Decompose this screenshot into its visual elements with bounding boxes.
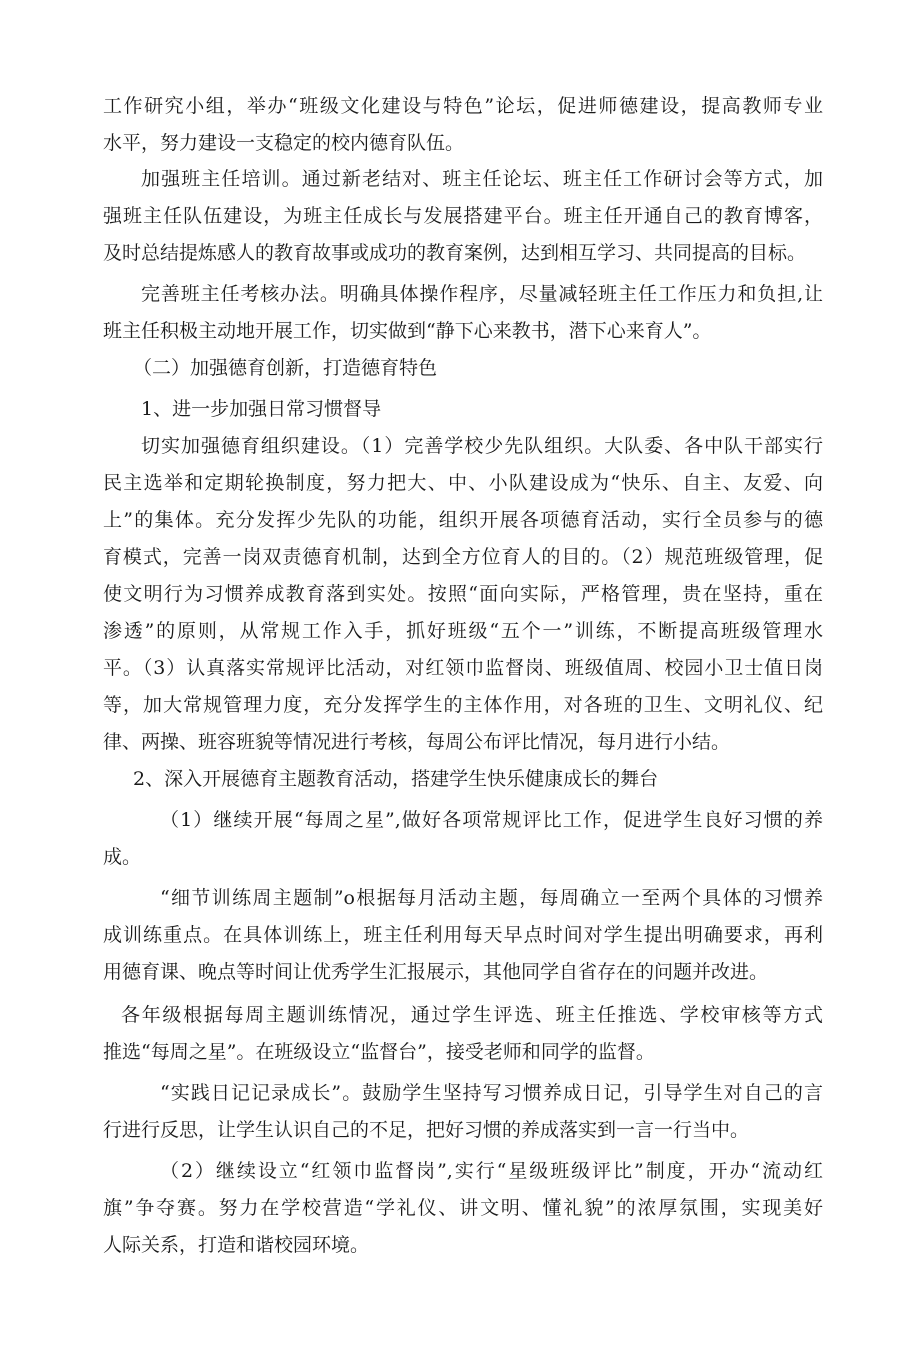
text-line: 民主选举和定期轮换制度，努力把大、中、小队建设成为“快乐、自主、友爱、向 xyxy=(103,472,823,494)
paragraph-3-first-line xyxy=(141,276,823,313)
paragraph-8-first-line xyxy=(160,1075,823,1112)
text-line: 加强班主任培训。通过新老结对、班主任论坛、班主任工作研讨会等方式，加 xyxy=(141,168,823,190)
paragraph-7-first-line xyxy=(121,997,823,1034)
text-line: 旗”争夺赛。努力在学校营造“学礼仪、讲文明、懂礼貌”的浓厚氛围，实现美好 xyxy=(103,1197,823,1219)
text-line: （2）继续设立“红领巾监督岗”,实行“星级班级评比”制度，开办“流动红 xyxy=(160,1160,823,1182)
text-line: 成训练重点。在具体训练上，班主任利用每天早点时间对学生提出明确要求，再利 xyxy=(103,924,823,946)
section-heading: （二）加强德育创新，打造德育特色 xyxy=(133,357,438,379)
subsection-heading: 2、深入开展德育主题教育活动，搭建学生快乐健康成长的舞台 xyxy=(133,768,659,790)
text-line: 班主任积极主动地开展工作，切实做到“静下心来教书，潜下心来育人”。 xyxy=(103,320,712,342)
text-line: 上”的集体。充分发挥少先队的功能，组织开展各项德育活动，实行全员参与的德 xyxy=(103,509,823,531)
text-line: 工作研究小组，举办“班级文化建设与特色”论坛，促进师德建设，提高教师专业 xyxy=(103,95,823,117)
text-line: “实践日记记录成长”。鼓励学生坚持写习惯养成日记，引导学生对自己的言 xyxy=(160,1082,823,1104)
paragraph-1 xyxy=(103,88,823,162)
subsection-heading-2 xyxy=(133,761,823,798)
subsection-heading: 1、进一步加强日常习惯督导 xyxy=(141,398,382,420)
text-line: 人际关系，打造和谐校园环境。 xyxy=(103,1234,370,1256)
paragraph-7-rest xyxy=(103,1034,823,1071)
text-line: 律、两操、班容班貌等情况进行考核，每周公布评比情况，每月进行小结。 xyxy=(103,731,731,753)
text-line: 等，加大常规管理力度，充分发挥学生的主体作用，对各班的卫生、文明礼仪、纪 xyxy=(103,694,823,716)
text-line: 推选“每周之星”。在班级设立“监督台”，接受老师和同学的监督。 xyxy=(103,1041,655,1063)
text-line: “细节训练周主题制”o根据每月活动主题，每周确立一至两个具体的习惯养 xyxy=(160,887,823,909)
text-line: 行进行反思，让学生认识自己的不足，把好习惯的养成落实到一言一行当中。 xyxy=(103,1119,750,1141)
text-line: 成。 xyxy=(103,846,142,868)
text-line: 使文明行为习惯养成教育落到实处。按照“面向实际，严格管理，贵在坚持，重在 xyxy=(103,583,823,605)
paragraph-6-rest xyxy=(103,917,823,991)
paragraph-8-rest xyxy=(103,1112,823,1149)
paragraph-9-rest xyxy=(103,1190,823,1264)
text-line: （1）继续开展“每周之星”,做好各项常规评比工作，促进学生良好习惯的养 xyxy=(160,809,823,831)
paragraph-2-rest xyxy=(103,198,823,272)
text-line: 及时总结提炼感人的教育故事或成功的教育案例，达到相互学习、共同提高的目标。 xyxy=(103,242,807,264)
paragraph-5-rest xyxy=(103,839,823,876)
subsection-heading-1 xyxy=(141,391,823,428)
text-line: 平。（3）认真落实常规评比活动，对红领巾监督岗、班级值周、校园小卫士值日岗 xyxy=(103,657,823,679)
paragraph-4-rest xyxy=(103,465,823,761)
text-line: 切实加强德育组织建设。（1）完善学校少先队组织。大队委、各中队干部实行 xyxy=(141,435,823,457)
paragraph-6-first-line xyxy=(160,880,823,917)
paragraph-4-first-line xyxy=(141,428,823,465)
paragraph-3-rest xyxy=(103,313,823,350)
paragraph-2-first-line xyxy=(141,161,823,198)
section-heading-2 xyxy=(133,350,823,387)
text-line: 育模式，完善一岗双责德育机制，达到全方位育人的目的。（2）规范班级管理，促 xyxy=(103,546,823,568)
paragraph-9-first-line xyxy=(160,1153,823,1190)
text-line: 完善班主任考核办法。明确具体操作程序，尽量减轻班主任工作压力和负担,让 xyxy=(141,283,823,305)
text-line: 用德育课、晚点等时间让优秀学生汇报展示，其他同学自省存在的问题并改进。 xyxy=(103,961,769,983)
text-line: 渗透”的原则，从常规工作入手，抓好班级“五个一”训练，不断提高班级管理水 xyxy=(103,620,823,642)
text-line: 水平，努力建设一支稳定的校内德育队伍。 xyxy=(103,132,465,154)
text-line: 强班主任队伍建设，为班主任成长与发展搭建平台。班主任开通自己的教育博客， xyxy=(103,205,823,227)
text-line: 各年级根据每周主题训练情况，通过学生评选、班主任推选、学校审核等方式 xyxy=(121,1004,823,1026)
paragraph-5-first-line xyxy=(160,802,823,839)
